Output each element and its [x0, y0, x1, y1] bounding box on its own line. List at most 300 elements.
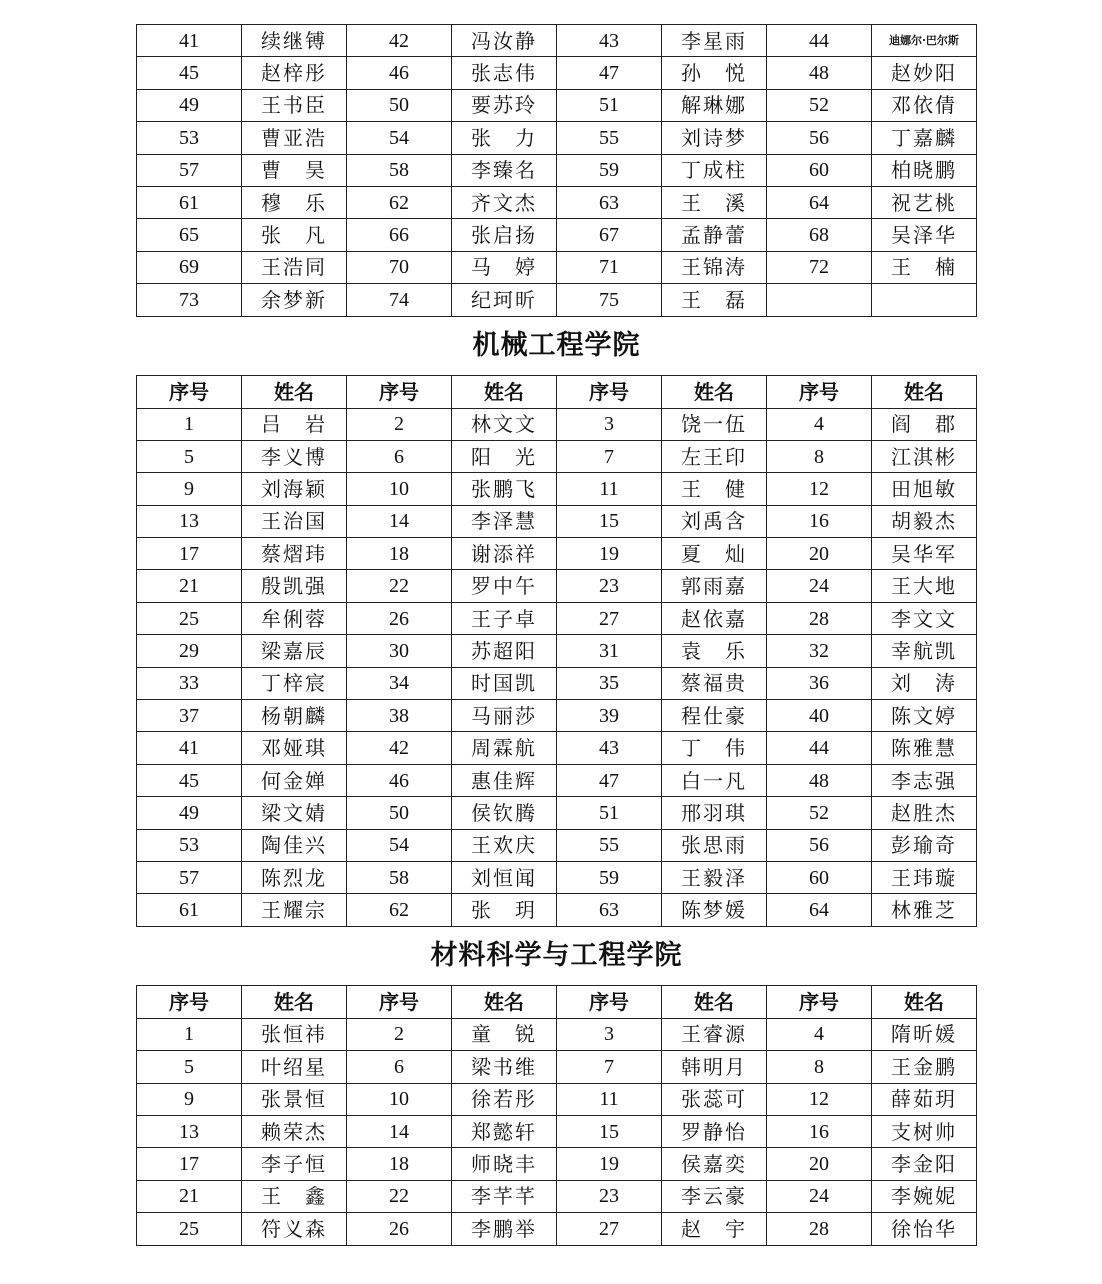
serial-number-cell: 2 [347, 408, 452, 440]
serial-number-cell: 62 [347, 894, 452, 926]
serial-number-cell: 60 [767, 861, 872, 893]
serial-number-cell: 6 [347, 1051, 452, 1083]
student-name-cell: 刘恒闻 [452, 861, 557, 893]
student-name-cell: 张恒祎 [242, 1018, 347, 1050]
serial-number-cell: 16 [767, 1115, 872, 1147]
table-row [137, 25, 977, 57]
serial-number-cell: 50 [347, 89, 452, 121]
serial-number-cell: 21 [137, 570, 242, 602]
serial-number-cell: 28 [767, 602, 872, 634]
student-name-cell: 王大地 [872, 570, 977, 602]
serial-number-cell: 75 [557, 284, 662, 316]
serial-number-cell: 46 [347, 764, 452, 796]
student-name-cell: 李云豪 [662, 1180, 767, 1212]
serial-number-cell: 28 [767, 1213, 872, 1245]
serial-number-cell: 44 [767, 732, 872, 764]
student-name-cell: 徐怡华 [872, 1213, 977, 1245]
serial-number-cell: 72 [767, 251, 872, 283]
student-name-cell: 程仕豪 [662, 700, 767, 732]
serial-number-cell: 27 [557, 602, 662, 634]
student-name-cell: 谢添祥 [452, 538, 557, 570]
student-name-cell: 张景恒 [242, 1083, 347, 1115]
serial-number-cell: 22 [347, 570, 452, 602]
serial-number-cell: 45 [137, 764, 242, 796]
serial-number-cell: 13 [137, 505, 242, 537]
serial-number-cell: 17 [137, 1148, 242, 1180]
table-header-row [137, 375, 977, 408]
student-name-cell: 孟静蕾 [662, 219, 767, 251]
serial-number-cell: 11 [557, 473, 662, 505]
table-row [137, 1083, 977, 1115]
student-name-cell: 续继镈 [242, 25, 347, 57]
student-name-cell: 张鹏飞 [452, 473, 557, 505]
student-name-cell: 要苏玲 [452, 89, 557, 121]
student-name-cell: 李鹏举 [452, 1213, 557, 1245]
serial-number-cell: 40 [767, 700, 872, 732]
student-name-cell: 童 锐 [452, 1018, 557, 1050]
student-name-cell: 李文文 [872, 602, 977, 634]
serial-number-cell: 9 [137, 473, 242, 505]
serial-number-cell: 30 [347, 635, 452, 667]
student-name-cell: 王玮璇 [872, 861, 977, 893]
serial-number-cell: 13 [137, 1115, 242, 1147]
student-name-cell: 田旭敏 [872, 473, 977, 505]
student-name-cell: 吕 岩 [242, 408, 347, 440]
serial-number-cell: 41 [137, 25, 242, 57]
student-name-cell [872, 284, 977, 316]
roster-table-body [137, 25, 977, 317]
serial-number-cell: 24 [767, 1180, 872, 1212]
student-name-cell: 张启扬 [452, 219, 557, 251]
serial-number-cell: 25 [137, 1213, 242, 1245]
serial-number-cell: 12 [767, 1083, 872, 1115]
serial-number-cell: 19 [557, 1148, 662, 1180]
serial-number-cell: 7 [557, 1051, 662, 1083]
header-cell-name: 姓名 [242, 985, 347, 1018]
student-name-cell: 江淇彬 [872, 440, 977, 472]
serial-number-cell: 23 [557, 570, 662, 602]
student-name-cell: 解琳娜 [662, 89, 767, 121]
table-header-row [137, 985, 977, 1018]
table-row [137, 473, 977, 505]
serial-number-cell: 52 [767, 89, 872, 121]
serial-number-cell: 4 [767, 1018, 872, 1050]
table-row [137, 1180, 977, 1212]
student-name-cell: 赵 宇 [662, 1213, 767, 1245]
header-cell-number: 序号 [137, 375, 242, 408]
student-name-cell: 张志伟 [452, 57, 557, 89]
serial-number-cell: 69 [137, 251, 242, 283]
student-name-cell: 阎 郡 [872, 408, 977, 440]
header-cell-name: 姓名 [662, 375, 767, 408]
student-name-cell: 王书臣 [242, 89, 347, 121]
serial-number-cell: 43 [557, 732, 662, 764]
serial-number-cell: 35 [557, 667, 662, 699]
student-name-cell: 梁书维 [452, 1051, 557, 1083]
student-name-cell: 吴泽华 [872, 219, 977, 251]
student-name-cell: 孙 悦 [662, 57, 767, 89]
student-name-cell: 李泽慧 [452, 505, 557, 537]
header-cell-name: 姓名 [452, 375, 557, 408]
student-name-cell: 白一凡 [662, 764, 767, 796]
student-name-cell: 叶绍星 [242, 1051, 347, 1083]
student-name-cell: 李金阳 [872, 1148, 977, 1180]
serial-number-cell: 68 [767, 219, 872, 251]
table-row [137, 635, 977, 667]
serial-number-cell: 47 [557, 764, 662, 796]
serial-number-cell: 18 [347, 538, 452, 570]
serial-number-cell: 53 [137, 122, 242, 154]
header-cell-number: 序号 [767, 375, 872, 408]
serial-number-cell: 31 [557, 635, 662, 667]
student-name-cell: 邓娅琪 [242, 732, 347, 764]
student-name-cell: 王 健 [662, 473, 767, 505]
serial-number-cell: 67 [557, 219, 662, 251]
serial-number-cell: 49 [137, 89, 242, 121]
student-name-cell: 林雅芝 [872, 894, 977, 926]
header-cell-name: 姓名 [662, 985, 767, 1018]
serial-number-cell: 61 [137, 894, 242, 926]
serial-number-cell: 26 [347, 602, 452, 634]
student-name-cell: 隋昕媛 [872, 1018, 977, 1050]
serial-number-cell: 52 [767, 797, 872, 829]
serial-number-cell: 54 [347, 829, 452, 861]
table-row [137, 505, 977, 537]
student-name-cell: 左王印 [662, 440, 767, 472]
serial-number-cell: 12 [767, 473, 872, 505]
student-name-cell: 师晓丰 [452, 1148, 557, 1180]
student-name-cell: 饶一伍 [662, 408, 767, 440]
student-name-cell: 彭瑜奇 [872, 829, 977, 861]
student-name-cell: 殷凯强 [242, 570, 347, 602]
student-name-cell: 梁嘉辰 [242, 635, 347, 667]
table-row [137, 57, 977, 89]
student-name-cell: 王欢庆 [452, 829, 557, 861]
serial-number-cell: 57 [137, 154, 242, 186]
student-name-cell: 张 玥 [452, 894, 557, 926]
serial-number-cell: 57 [137, 861, 242, 893]
serial-number-cell: 73 [137, 284, 242, 316]
student-name-cell: 王锦涛 [662, 251, 767, 283]
serial-number-cell: 7 [557, 440, 662, 472]
serial-number-cell: 1 [137, 408, 242, 440]
student-name-cell: 李子恒 [242, 1148, 347, 1180]
serial-number-cell: 58 [347, 154, 452, 186]
student-name-cell: 张思雨 [662, 829, 767, 861]
serial-number-cell: 61 [137, 186, 242, 218]
student-name-cell: 袁 乐 [662, 635, 767, 667]
student-name-cell: 柏晓鹏 [872, 154, 977, 186]
student-name-cell: 赵胜杰 [872, 797, 977, 829]
table-row [137, 1051, 977, 1083]
serial-number-cell: 58 [347, 861, 452, 893]
serial-number-cell: 50 [347, 797, 452, 829]
serial-number-cell: 54 [347, 122, 452, 154]
header-cell-number: 序号 [767, 985, 872, 1018]
serial-number-cell: 17 [137, 538, 242, 570]
serial-number-cell: 64 [767, 186, 872, 218]
serial-number-cell: 1 [137, 1018, 242, 1050]
student-name-cell: 张 力 [452, 122, 557, 154]
student-name-cell: 张 凡 [242, 219, 347, 251]
table-row [137, 1115, 977, 1147]
serial-number-cell: 22 [347, 1180, 452, 1212]
student-name-cell: 幸航凯 [872, 635, 977, 667]
serial-number-cell: 48 [767, 764, 872, 796]
roster-table-body [137, 1018, 977, 1245]
serial-number-cell: 9 [137, 1083, 242, 1115]
student-name-cell: 时国凯 [452, 667, 557, 699]
student-name-cell: 丁 伟 [662, 732, 767, 764]
table-row [137, 408, 977, 440]
student-name-cell: 罗中午 [452, 570, 557, 602]
student-name-cell: 马丽莎 [452, 700, 557, 732]
student-name-cell: 王子卓 [452, 602, 557, 634]
student-name-cell: 苏超阳 [452, 635, 557, 667]
serial-number-cell: 59 [557, 861, 662, 893]
table-row [137, 732, 977, 764]
student-name-cell: 罗静怡 [662, 1115, 767, 1147]
header-cell-name: 姓名 [452, 985, 557, 1018]
serial-number-cell: 48 [767, 57, 872, 89]
serial-number-cell: 33 [137, 667, 242, 699]
serial-number-cell: 29 [137, 635, 242, 667]
student-name-cell: 李义博 [242, 440, 347, 472]
student-name-cell: 徐若彤 [452, 1083, 557, 1115]
header-cell-name: 姓名 [872, 985, 977, 1018]
table-row [137, 570, 977, 602]
student-name-cell: 丁嘉麟 [872, 122, 977, 154]
serial-number-cell: 43 [557, 25, 662, 57]
student-name-cell: 王睿源 [662, 1018, 767, 1050]
header-cell-number: 序号 [347, 375, 452, 408]
serial-number-cell: 36 [767, 667, 872, 699]
serial-number-cell: 15 [557, 505, 662, 537]
student-name-cell: 侯钦腾 [452, 797, 557, 829]
table-row [137, 667, 977, 699]
table-row [137, 700, 977, 732]
roster-table-body [137, 408, 977, 926]
serial-number-cell: 3 [557, 1018, 662, 1050]
student-name-cell: 赵依嘉 [662, 602, 767, 634]
roster-table-materials [136, 985, 977, 1246]
roster-table-continued [136, 24, 977, 317]
student-name-cell: 陈文婷 [872, 700, 977, 732]
roster-table-mechanical [136, 375, 977, 927]
student-name-cell: 齐文杰 [452, 186, 557, 218]
student-name-cell: 梁文婧 [242, 797, 347, 829]
student-name-cell: 吴华军 [872, 538, 977, 570]
student-name-cell: 陈雅慧 [872, 732, 977, 764]
serial-number-cell: 37 [137, 700, 242, 732]
serial-number-cell: 14 [347, 505, 452, 537]
section-title-materials: 材料科学与工程学院 [430, 939, 683, 971]
serial-number-cell: 55 [557, 122, 662, 154]
serial-number-cell: 32 [767, 635, 872, 667]
serial-number-cell: 6 [347, 440, 452, 472]
header-cell-name: 姓名 [872, 375, 977, 408]
student-name-cell: 李芊芊 [452, 1180, 557, 1212]
student-name-cell: 惠佳辉 [452, 764, 557, 796]
student-name-cell: 曹亚浩 [242, 122, 347, 154]
serial-number-cell: 25 [137, 602, 242, 634]
serial-number-cell: 38 [347, 700, 452, 732]
student-name-cell: 薛茹玥 [872, 1083, 977, 1115]
serial-number-cell: 44 [767, 25, 872, 57]
serial-number-cell: 39 [557, 700, 662, 732]
student-name-cell: 陈烈龙 [242, 861, 347, 893]
serial-number-cell: 46 [347, 57, 452, 89]
header-cell-number: 序号 [137, 985, 242, 1018]
student-name-cell: 王 楠 [872, 251, 977, 283]
header-cell-number: 序号 [557, 375, 662, 408]
serial-number-cell: 18 [347, 1148, 452, 1180]
student-name-cell: 陶佳兴 [242, 829, 347, 861]
serial-number-cell: 42 [347, 732, 452, 764]
table-row [137, 186, 977, 218]
serial-number-cell: 16 [767, 505, 872, 537]
student-name-cell: 赖荣杰 [242, 1115, 347, 1147]
table-row [137, 602, 977, 634]
serial-number-cell: 63 [557, 186, 662, 218]
table-row [137, 797, 977, 829]
student-name-cell: 王毅泽 [662, 861, 767, 893]
table-row [137, 219, 977, 251]
serial-number-cell: 51 [557, 89, 662, 121]
student-name-cell: 李婉妮 [872, 1180, 977, 1212]
serial-number-cell: 53 [137, 829, 242, 861]
student-name-cell: 赵梓彤 [242, 57, 347, 89]
serial-number-cell: 47 [557, 57, 662, 89]
student-name-cell: 王 鑫 [242, 1180, 347, 1212]
table-row [137, 1018, 977, 1050]
serial-number-cell: 70 [347, 251, 452, 283]
student-name-cell: 周霖航 [452, 732, 557, 764]
serial-number-cell: 64 [767, 894, 872, 926]
student-name-cell: 侯嘉奕 [662, 1148, 767, 1180]
section-title-mechanical: 机械工程学院 [472, 329, 641, 361]
student-name-cell: 张蕊可 [662, 1083, 767, 1115]
serial-number-cell: 56 [767, 122, 872, 154]
student-name-cell: 王耀宗 [242, 894, 347, 926]
serial-number-cell: 41 [137, 732, 242, 764]
serial-number-cell: 8 [767, 440, 872, 472]
student-name-cell: 支树帅 [872, 1115, 977, 1147]
serial-number-cell: 15 [557, 1115, 662, 1147]
student-name-cell: 赵妙阳 [872, 57, 977, 89]
student-name-cell: 郑懿轩 [452, 1115, 557, 1147]
serial-number-cell: 21 [137, 1180, 242, 1212]
document-page [136, 24, 977, 1246]
student-name-cell: 丁梓宸 [242, 667, 347, 699]
table-row [137, 764, 977, 796]
header-cell-number: 序号 [347, 985, 452, 1018]
student-name-cell: 蔡熠玮 [242, 538, 347, 570]
student-name-cell: 曹 昊 [242, 154, 347, 186]
serial-number-cell: 26 [347, 1213, 452, 1245]
table-row [137, 1148, 977, 1180]
serial-number-cell: 24 [767, 570, 872, 602]
serial-number-cell: 55 [557, 829, 662, 861]
student-name-cell: 郭雨嘉 [662, 570, 767, 602]
student-name-cell: 王 溪 [662, 186, 767, 218]
serial-number-cell: 71 [557, 251, 662, 283]
table-row [137, 440, 977, 472]
table-row [137, 861, 977, 893]
serial-number-cell: 74 [347, 284, 452, 316]
student-name-cell: 牟俐蓉 [242, 602, 347, 634]
student-name-cell: 穆 乐 [242, 186, 347, 218]
table-row [137, 829, 977, 861]
student-name-cell: 刘 涛 [872, 667, 977, 699]
student-name-cell: 李星雨 [662, 25, 767, 57]
student-name-cell: 陈梦媛 [662, 894, 767, 926]
serial-number-cell: 2 [347, 1018, 452, 1050]
student-name-cell: 迪娜尔·巴尔斯 [872, 25, 977, 57]
serial-number-cell: 42 [347, 25, 452, 57]
serial-number-cell: 51 [557, 797, 662, 829]
student-name-cell: 王金鹏 [872, 1051, 977, 1083]
serial-number-cell: 14 [347, 1115, 452, 1147]
serial-number-cell: 34 [347, 667, 452, 699]
header-cell-number: 序号 [557, 985, 662, 1018]
student-name-cell: 刘禹含 [662, 505, 767, 537]
table-row [137, 251, 977, 283]
table-row [137, 538, 977, 570]
student-name-cell: 刘海颖 [242, 473, 347, 505]
student-name-cell: 王 磊 [662, 284, 767, 316]
student-name-cell: 马 婷 [452, 251, 557, 283]
serial-number-cell: 66 [347, 219, 452, 251]
table-row [137, 122, 977, 154]
student-name-cell: 韩明月 [662, 1051, 767, 1083]
student-name-cell: 李志强 [872, 764, 977, 796]
student-name-cell: 何金婵 [242, 764, 347, 796]
serial-number-cell: 59 [557, 154, 662, 186]
student-name-cell: 邓依倩 [872, 89, 977, 121]
table-row [137, 284, 977, 316]
student-name-cell: 祝艺桃 [872, 186, 977, 218]
serial-number-cell: 19 [557, 538, 662, 570]
serial-number-cell: 5 [137, 1051, 242, 1083]
student-name-cell: 刘诗梦 [662, 122, 767, 154]
serial-number-cell: 62 [347, 186, 452, 218]
serial-number-cell: 20 [767, 1148, 872, 1180]
student-name-cell: 夏 灿 [662, 538, 767, 570]
student-name-cell: 李臻名 [452, 154, 557, 186]
student-name-cell: 杨朝麟 [242, 700, 347, 732]
serial-number-cell: 45 [137, 57, 242, 89]
serial-number-cell [767, 284, 872, 316]
serial-number-cell: 27 [557, 1213, 662, 1245]
serial-number-cell: 56 [767, 829, 872, 861]
serial-number-cell: 4 [767, 408, 872, 440]
serial-number-cell: 65 [137, 219, 242, 251]
student-name-cell: 胡毅杰 [872, 505, 977, 537]
serial-number-cell: 10 [347, 473, 452, 505]
serial-number-cell: 20 [767, 538, 872, 570]
serial-number-cell: 10 [347, 1083, 452, 1115]
serial-number-cell: 3 [557, 408, 662, 440]
serial-number-cell: 8 [767, 1051, 872, 1083]
serial-number-cell: 60 [767, 154, 872, 186]
student-name-cell: 蔡福贵 [662, 667, 767, 699]
serial-number-cell: 11 [557, 1083, 662, 1115]
table-row [137, 154, 977, 186]
table-row [137, 89, 977, 121]
student-name-cell: 阳 光 [452, 440, 557, 472]
student-name-cell: 林文文 [452, 408, 557, 440]
